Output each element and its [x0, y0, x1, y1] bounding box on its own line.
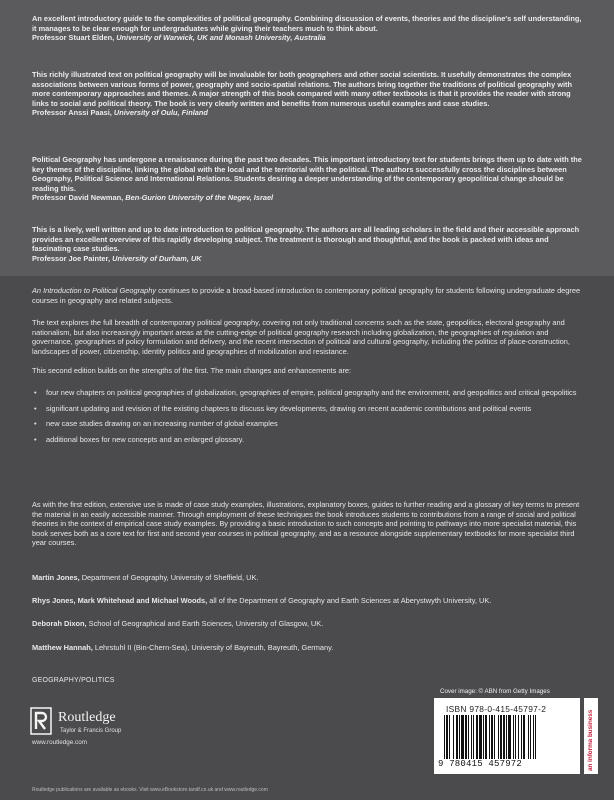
subject-category: GEOGRAPHY/POLITICS	[32, 677, 115, 684]
endorser-name: Professor Stuart Elden,	[32, 33, 115, 43]
publisher-group: Taylor & Francis Group	[60, 728, 122, 734]
publisher-name: Routledge	[58, 710, 116, 725]
contributor-name: Rhys Jones, Mark Whitehead and Michael Woods,	[32, 596, 208, 605]
list-item: • additional boxes for new concepts and an enlarged glossary.	[32, 435, 584, 445]
endorser-affiliation: Ben-Gurion University of the Negev, Israel	[125, 193, 274, 203]
barcode-panel	[434, 698, 580, 774]
footer-note: Routledge publications are available as ebooks. Visit www.eBookstore.tandf.co.uk and www.routledge.com	[32, 787, 268, 793]
endorsement-text: Political Geography has undergone a renaissance during the past two decades. This important introductory text for students brings them up to date with the key themes of the discipline, linking the global with the local and the territorial with the political. The authors successfully cross the disciplines between Geography, Political Science and International Relations. Students desiring a deeper understanding of the contemporary geopolitical change should be reading this.	[32, 155, 582, 193]
endorsement-text: This is a lively, well written and up to date introduction to political geography. The authors are all leading scholars in the field and their accessible approach provides an excellent overview of this rapidly developing subject. The treatment is thorough and thoughtful, and the book is packed with ideas and fascinating case studies.	[32, 225, 580, 254]
contributor-name: Deborah Dixon,	[32, 619, 87, 628]
endorsement-2	[32, 70, 584, 118]
contributor-name: Martin Jones,	[32, 573, 80, 582]
intro-text: continues to provide a broad-based introduction to contemporary political geography for students following undergraduate degree courses in geography and related subjects.	[32, 286, 581, 305]
contributor-3	[32, 619, 584, 629]
contributor-4	[32, 643, 584, 653]
barcode-icon	[444, 715, 570, 759]
endorsement-attribution	[32, 33, 584, 43]
contributor-1	[32, 573, 584, 583]
cover-credit: Cover image: © ABN from Getty Images	[440, 688, 550, 695]
endorsement-4	[32, 225, 584, 263]
publisher-url[interactable]: www.routledge.com	[32, 739, 87, 746]
endorsement-text: An excellent introductory guide to the complexities of political geography. Combining discussion of events, theories and the discipline's self understanding, it manages to be clear enough for undergraduates while giving their teachers much to think about.	[32, 14, 582, 33]
contributor-2	[32, 596, 584, 606]
list-item: • four new chapters on political geographies of globalization, geographies of empire, political geography and the environment, and geopolitics and critical geopolitics	[32, 388, 584, 398]
endorsement-1	[32, 14, 584, 43]
contributor-affiliation: Department of Geography, University of Sheffield, UK.	[79, 573, 259, 582]
side-label: an informa business	[587, 709, 594, 771]
scope-paragraph: The text explores the full breadth of contemporary political geography, covering not only traditional concerns such as the state, geopolitics, electoral geography and nationalism, but also increasingly important areas at the cutting-edge of political geography research including globalization, the geographies of regulation and governance, geographies of policy formulation and delivery, and the recent intersection of political and cultural geography, including the politics of place-construction, landscapes of power, citizenship, identity politics and geographies of mobilization and resistance.	[32, 318, 570, 356]
edition-paragraph: This second edition builds on the strengths of the first. The main changes and enhancements are:	[32, 366, 352, 375]
endorser-name: Professor David Newman,	[32, 193, 124, 203]
endorsement-text: This richly illustrated text on political geography will be invaluable for both geographers and other social scientists. It usefully demonstrates the complex associations between various forms of power, geography and socio-spatial relations. The authors bring together the traditions of political geography with more contemporary approaches and themes. A major strength of this book compared with many other textbooks is that it provides the reader with strong links to social and political theory. The book is very clearly written and benefits from numerous useful examples and case studies.	[32, 70, 573, 108]
endorsement-attribution	[32, 254, 584, 264]
contributor-affiliation: all of the Department of Geography and Earth Sciences at Aberystwyth University, UK.	[207, 596, 492, 605]
endorsement-attribution	[32, 193, 584, 203]
book-title-italic: An Introduction to Political Geography	[32, 286, 157, 295]
routledge-mark-icon	[30, 707, 52, 735]
contributor-affiliation: School of Geographical and Earth Sciences, University of Glasgow, UK.	[86, 619, 324, 628]
endorser-affiliation: University of Durham, UK	[112, 253, 202, 263]
list-item: • significant updating and revision of the existing chapters to discuss key developments, drawing on recent academic contributions and political events	[32, 404, 584, 414]
approach-paragraph: As with the first edition, extensive use is made of case study examples, illustrations, explanatory boxes, guides to further reading and a glossary of key terms to present the material in an easily accessible manner. Through employment of these techniques the book introduces students to contributions from a range of social and political theories in the context of empirical case study examples. By providing a basic introduction to such concepts and pointing to pathways into more specialist material, this book serves both as a core text for first and second year courses in political geography, and as a resource alongside supplementary textbooks for more specialist third year courses.	[32, 500, 580, 548]
changes-list	[32, 388, 584, 450]
endorser-name: Professor Anssi Paasi,	[32, 108, 112, 118]
isbn-label: ISBN 978-0-415-45797-2	[446, 704, 547, 714]
intro-paragraph	[32, 286, 584, 305]
barcode-number: 9 780415 457972	[438, 759, 523, 769]
contributor-name: Matthew Hannah,	[32, 643, 93, 652]
endorser-affiliation: University of Warwick, UK and Monash University, Australia	[116, 33, 326, 43]
contributor-affiliation: Lehrstuhl II (Bin-Chern-Sea), University of Bayreuth, Bayreuth, Germany.	[92, 643, 334, 652]
endorser-name: Professor Joe Painter,	[32, 253, 111, 263]
publisher-logo[interactable]	[30, 707, 170, 747]
endorsement-3	[32, 155, 584, 203]
list-item: • new case studies drawing on an increasing number of global examples	[32, 419, 584, 429]
side-label-strip	[584, 698, 598, 774]
endorser-affiliation: University of Oulu, Finland	[113, 108, 208, 118]
endorsement-attribution	[32, 108, 584, 118]
